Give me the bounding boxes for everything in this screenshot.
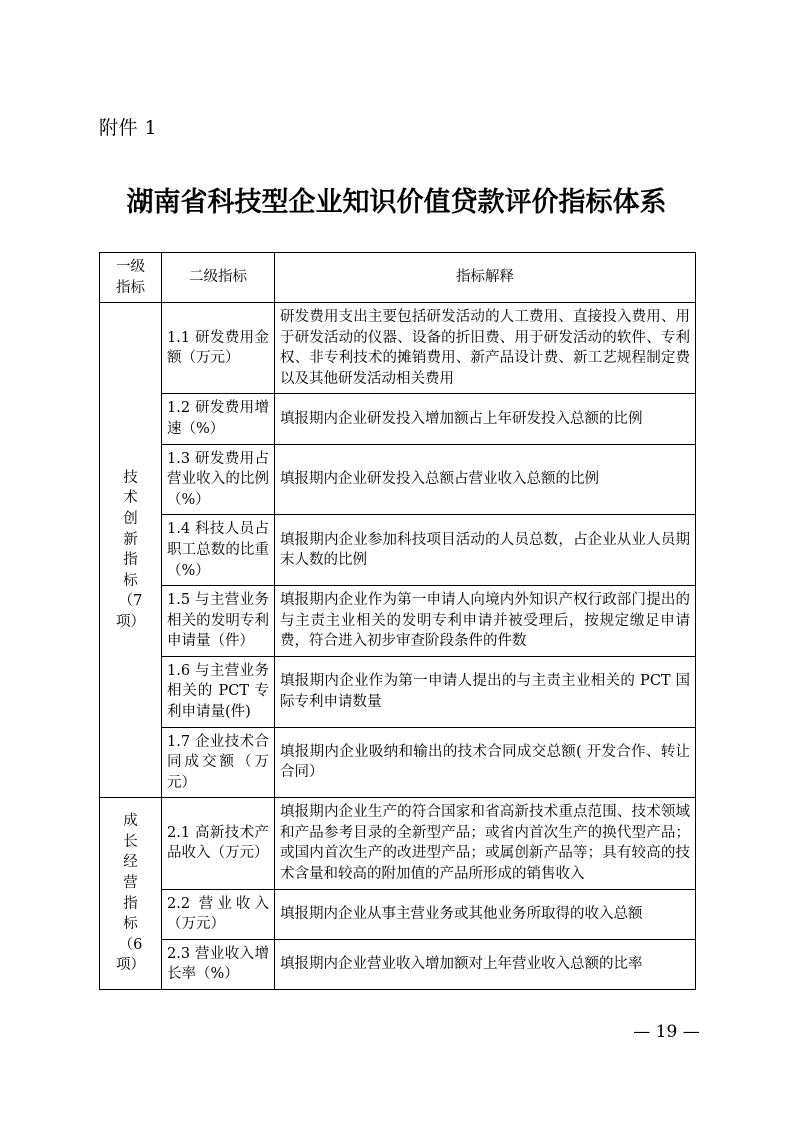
table-row: [100, 515, 696, 586]
page-title: 湖南省科技型企业知识价值贷款评价指标体系: [126, 187, 667, 218]
group-label-char: （6: [118, 936, 143, 953]
table-row: [100, 889, 696, 939]
table-row: [100, 939, 696, 989]
header-level1-line1: 一级: [116, 259, 145, 275]
group-label-char: 指: [123, 895, 138, 912]
indicator-name: 1.3 研发费用占营业收入的比例（%）: [162, 444, 275, 515]
indicator-name: 1.7 企业技术合同成交额（万元）: [162, 727, 275, 798]
indicator-name: 1.6 与主营业务相关的 PCT 专利申请量(件): [162, 656, 275, 727]
indicator-explanation: 填报期内企业研发投入总额占营业收入总额的比例: [275, 444, 696, 515]
header-explanation: 指标解释: [275, 253, 696, 303]
indicator-name: 2.1 高新技术产品收入（万元）: [162, 798, 275, 889]
group-label-char: 标: [123, 916, 138, 933]
page-number: [0, 1022, 793, 1042]
table-row: [100, 394, 696, 444]
group-label-char: 项）: [116, 613, 145, 630]
table-row: [100, 444, 696, 515]
indicator-explanation: 研发费用支出主要包括研发活动的人工费用、直接投入费用、用于研发活动的仪器、设备的折旧费、用于研发活动的软件、专利权、非专利技术的摊销费用、新产品设计费、新工艺规程制定费以及其他研发活动相关费用: [275, 303, 696, 394]
indicator-name: 1.4 科技人员占职工总数的比重（%）: [162, 515, 275, 586]
header-level1-line2: 指标: [116, 279, 145, 296]
indicator-explanation: 填报期内企业作为第一申请人向境内外知识产权行政部门提出的与主责主业相关的发明专利申请并被受理后，按规定缴足申请费，符合进入初步审查阶段条件的件数: [275, 586, 696, 657]
group-label-char: 新: [123, 531, 138, 548]
group-label-char: 指: [123, 552, 138, 569]
header-level2: 二级指标: [162, 253, 275, 303]
indicator-explanation: 填报期内企业参加科技项目活动的人员总数，占企业从业人员期末人数的比例: [275, 515, 696, 586]
group-label-char: 标: [123, 572, 138, 589]
group-label-char: 成: [123, 813, 138, 830]
indicator-name: 2.3 营业收入增长率（%）: [162, 939, 275, 989]
attachment-label: 附件 1: [99, 117, 158, 139]
indicator-table: [99, 252, 696, 990]
table-row: [100, 303, 696, 394]
indicator-name: 1.2 研发费用增速（%）: [162, 394, 275, 444]
header-level1: [100, 253, 162, 303]
indicator-explanation: 填报期内企业生产的符合国家和省高新技术重点范围、技术领域和产品参考目录的全新型产品；或省内首次生产的换代型产品；或国内首次生产的改进型产品；或属创新产品等；具有较高的技术含量和较高的附加值的产品所形成的销售收入: [275, 798, 696, 889]
group-label-char: 创: [123, 511, 138, 528]
indicator-explanation: 填报期内企业研发投入增加额占上年研发投入总额的比例: [275, 394, 696, 444]
indicator-explanation: 填报期内企业作为第一申请人提出的与主责主业相关的 PCT 国际专利申请数量: [275, 656, 696, 727]
table-row: [100, 656, 696, 727]
table-row: [100, 727, 696, 798]
indicator-explanation: 填报期内企业吸纳和输出的技术合同成交总额( 开发合作、转让合同）: [275, 727, 696, 798]
group-label-tech-innovation: [100, 303, 162, 798]
table-row: [100, 586, 696, 657]
indicator-explanation: 填报期内企业从事主营业务或其他业务所取得的收入总额: [275, 889, 696, 939]
table-header-row: [100, 253, 696, 303]
group-label-char: 技: [123, 469, 138, 486]
indicator-explanation: 填报期内企业营业收入增加额对上年营业收入总额的比率: [275, 939, 696, 989]
indicator-name: 1.5 与主营业务相关的发明专利申请量（件）: [162, 586, 275, 657]
group-label-char: 长: [123, 833, 138, 850]
group-label-growth-operation: [100, 798, 162, 990]
group-label-char: 项）: [116, 957, 145, 974]
group-label-char: 营: [123, 875, 138, 892]
page-number-text: — 19 —: [633, 1022, 700, 1042]
group-label-char: 经: [123, 854, 138, 871]
table-row: [100, 798, 696, 889]
indicator-name: 1.1 研发费用金额（万元）: [162, 303, 275, 394]
group-label-char: 术: [123, 490, 138, 507]
group-label-char: （7: [118, 593, 143, 610]
indicator-name: 2.2 营业收入（万元）: [162, 889, 275, 939]
